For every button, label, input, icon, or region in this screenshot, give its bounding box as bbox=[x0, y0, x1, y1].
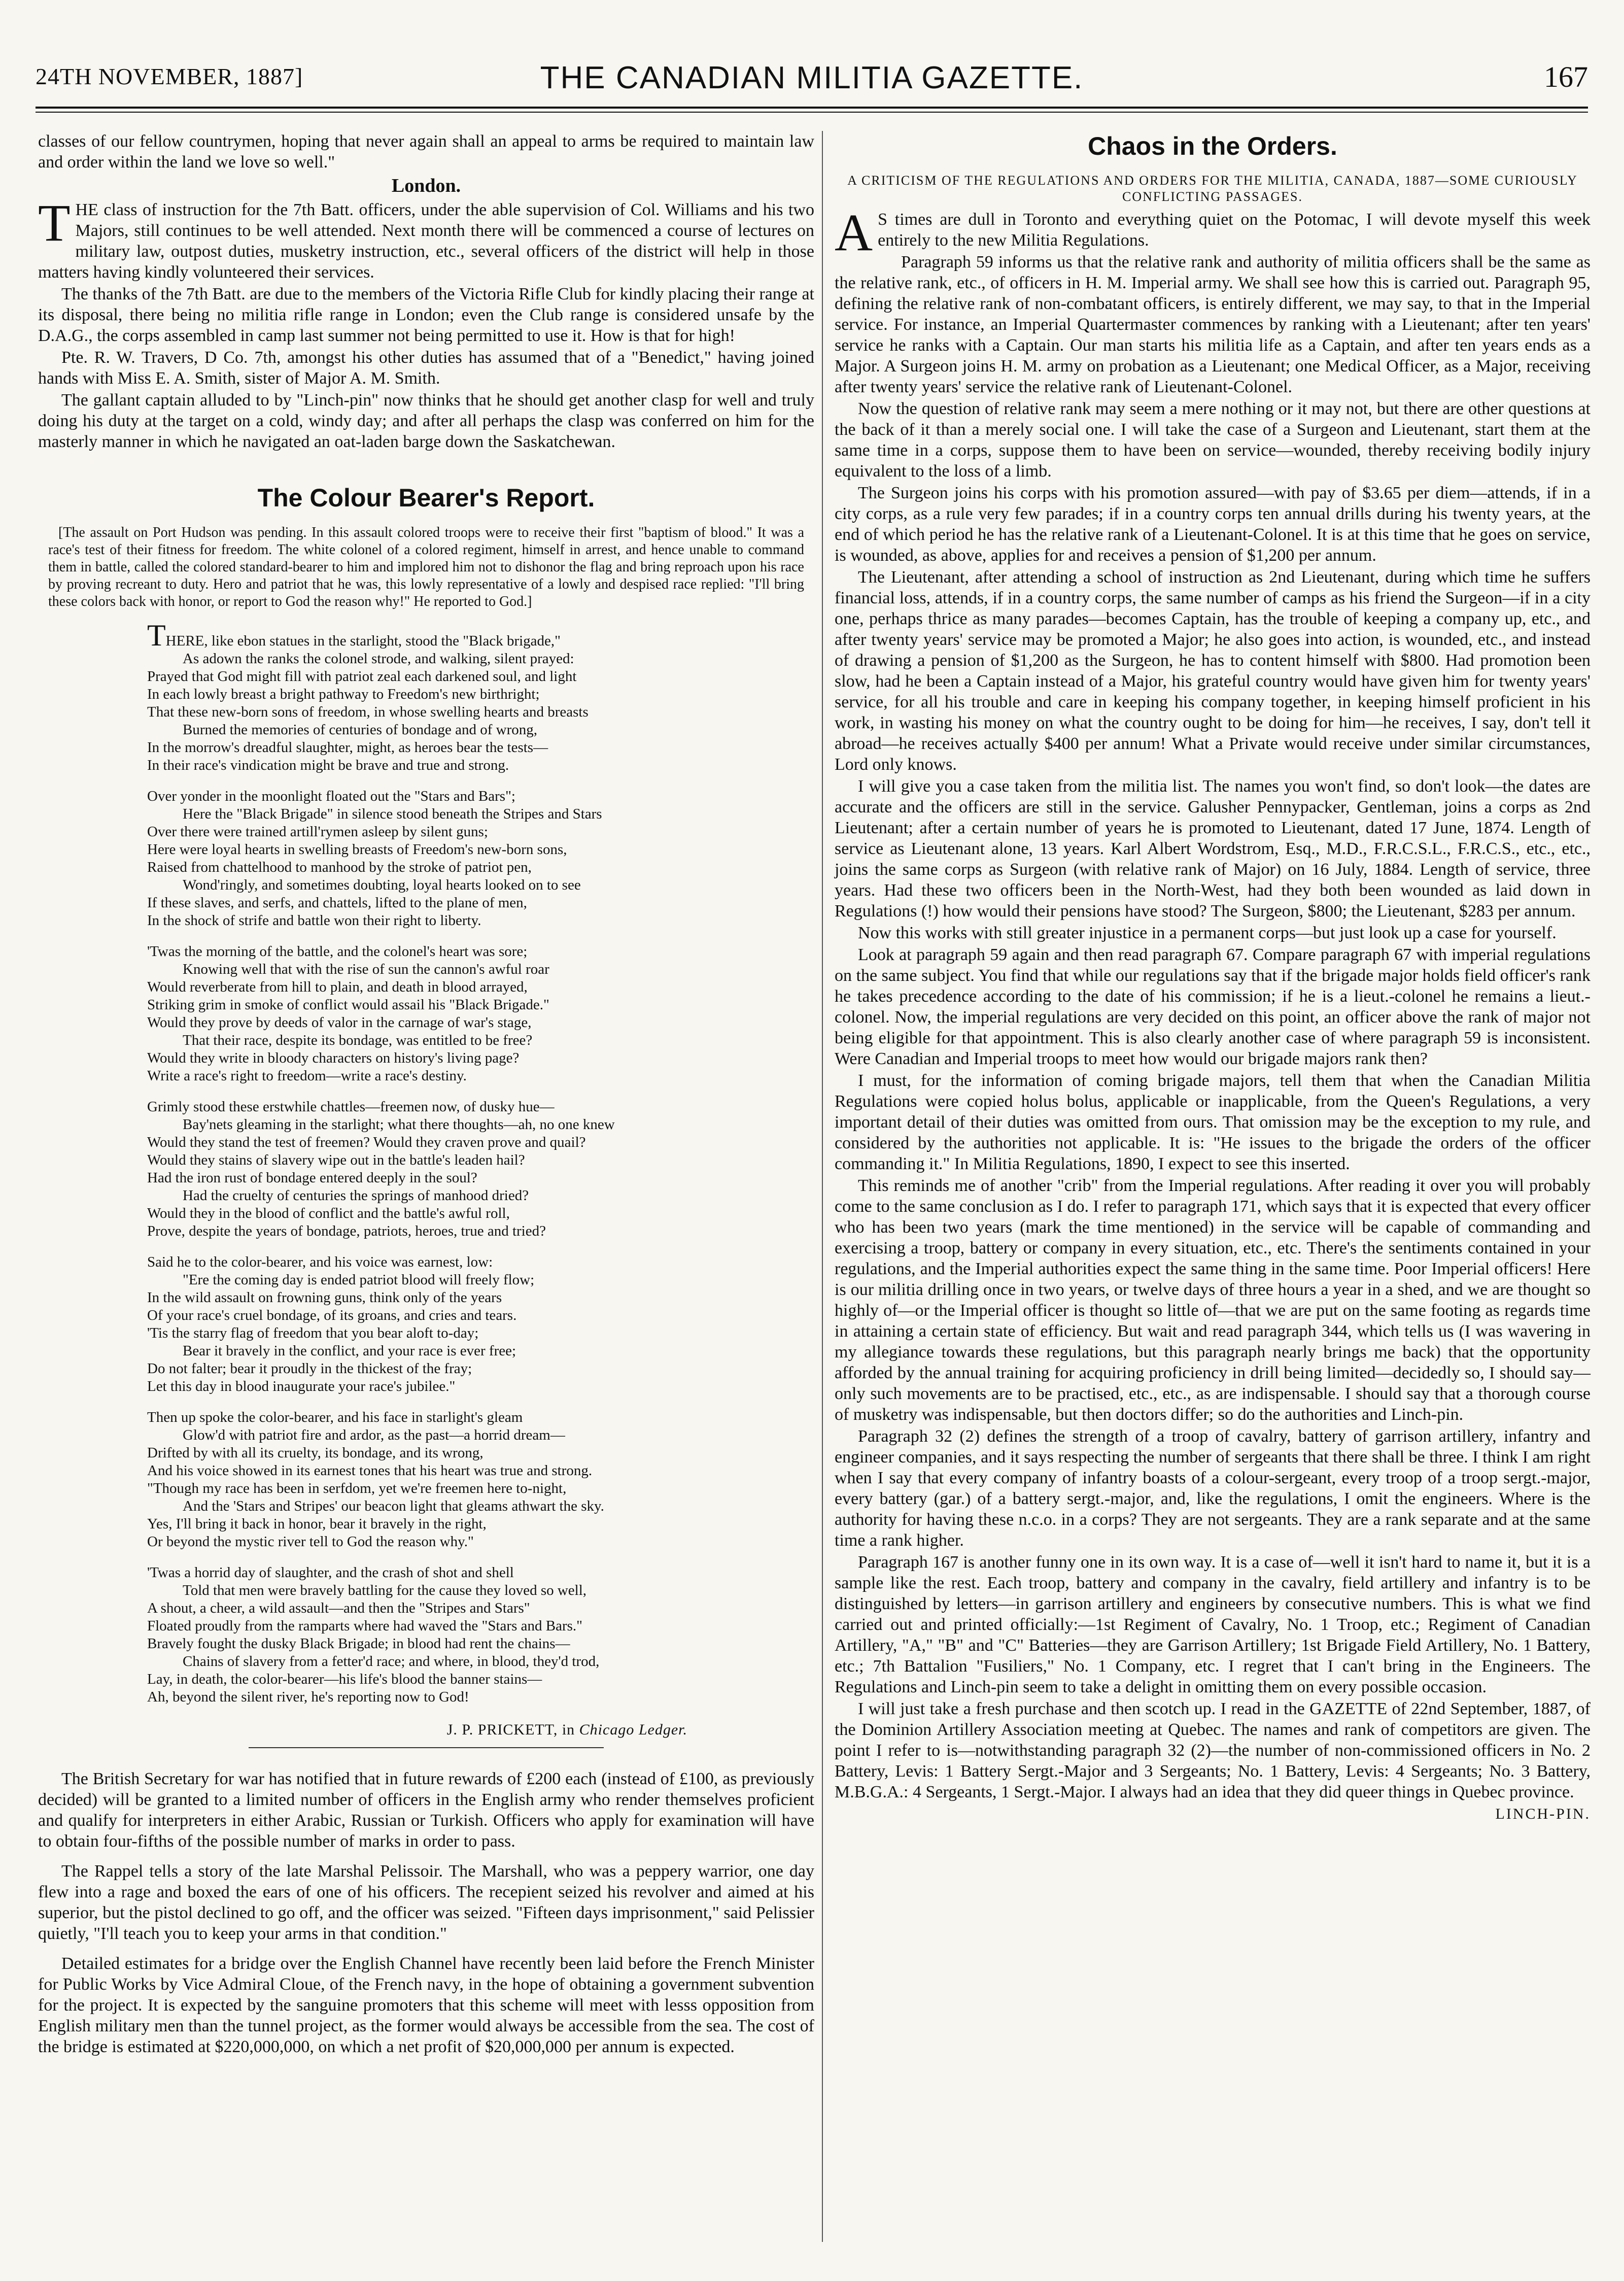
poem-stanza bbox=[147, 619, 725, 774]
poem-line: Prove, despite the years of bondage, patriots, heroes, true and tried? bbox=[147, 1223, 546, 1239]
poem-line: Of your race's cruel bondage, of its groans, and cries and tears. bbox=[147, 1307, 517, 1323]
poem-line: Chains of slavery from a fetter'd race; and where, in blood, they'd trod, bbox=[183, 1653, 600, 1670]
poem-stanza bbox=[147, 1564, 725, 1706]
poem-line: Would they in the blood of conflict and the battle's awful roll, bbox=[147, 1205, 510, 1221]
poem-line: "Ere the coming day is ended patriot blood will freely flow; bbox=[183, 1272, 535, 1288]
poem-line: In their race's vindication might be brave and true and strong. bbox=[147, 757, 509, 773]
section-rule bbox=[249, 1747, 604, 1748]
publication-title: THE CANADIAN MILITIA GAZETTE. bbox=[540, 60, 1084, 95]
chaos-heading: Chaos in the Orders. bbox=[1088, 132, 1337, 160]
poem-attribution: J. P. PRICKETT, in Chicago Ledger. bbox=[446, 1721, 687, 1738]
article-paragraph: Look at paragraph 59 again and then read paragraph 67. Compare paragraph 67 with imperial regulations on the same subject. You find that while our regulations say that if the brigade major holds field officer's rank he takes precedence according to the date of his commission; if he is a lieut.-colonel he remains a lieut.-colonel. Now, the imperial regulations are very decided on this point, an officer above the rank of major not being eligible for that appointment. This is also clearly another case of where paragraph 59 is inconsistent. Were Canadian and Imperial troops to meet how would our brigade majors rank then? bbox=[835, 945, 1591, 1068]
poem-line: Drifted by with all its cruelty, its bondage, and its wrong, bbox=[147, 1445, 483, 1461]
poem-line: And his voice showed in its earnest tones that his heart was true and strong. bbox=[147, 1462, 593, 1479]
poem-line: As adown the ranks the colonel strode, and walking, silent prayed: bbox=[183, 651, 574, 667]
poem bbox=[147, 619, 725, 1706]
colour-bearer-heading: The Colour Bearer's Report. bbox=[257, 484, 595, 512]
page-header bbox=[36, 60, 1588, 100]
poem-stanza bbox=[147, 1253, 725, 1395]
poem-line: In the wild assault on frowning guns, think only of the years bbox=[147, 1289, 502, 1306]
poem-drop-cap: T bbox=[147, 619, 166, 652]
poem-line: Would they write in bloody characters on history's living page? bbox=[147, 1050, 520, 1066]
article-paragraph: This reminds me of another "crib" from the Imperial regulations. After reading it over you will probably come to the same conclusion as I do. I refer to paragraph 171, which says that it is expected that every officer who has been two years (mark the time mentioned) in the service will be capable of commanding and exercising a troop, battery or company in every situation, etc., etc. There's the sentiments contained in your regulations, and the Imperial authorities expect the same thing in the same time. Poor Imperial officers! Here is our militia drilling once in two years, or twelve days of three hours a year in a shed, and we are thought so highly of—or the Imperial officer is thought so little of—that we are put on the same footing as regards time in attaining a certain state of efficiency. But wait and read paragraph 344, which tells us (I was wavering in my allegiance towards these regulations, but this paragraph nearly brings me back) that the opportunity afforded by the annual training for acquiring proficiency in drill being limited—decidedly so, I should say—only such movements are to be practised, etc., etc., as are indispensable. I should say that a thorough course of musketry was indispensable, but then doctors differ; so do the authorities and Linch-pin. bbox=[835, 1176, 1591, 1424]
secretary-paragraph: The British Secretary for war has notified that in future rewards of £200 each (instead of £100, as previously decided) will be granted to a limited number of officers in the English army who render themselves proficient and qualify for interpreters in either Arabic, Russian or Turkish. Officers who apply for examination will have to obtain four-fifths of the possible number of marks in order to pass. bbox=[38, 1769, 814, 1851]
poem-line: Let this day in blood inaugurate your race's jubilee." bbox=[147, 1378, 456, 1394]
poem-line: Bay'nets gleaming in the starlight; what there thoughts—ah, no one knew bbox=[183, 1116, 615, 1133]
poem-line: Wond'ringly, and sometimes doubting, loyal hearts looked on to see bbox=[183, 877, 581, 893]
header-rule bbox=[36, 107, 1588, 109]
poem-line: If these slaves, and serfs, and chattels, lifted to the plane of men, bbox=[147, 895, 527, 911]
poem-line: And the 'Stars and Stripes' our beacon light that gleams athwart the sky. bbox=[183, 1498, 604, 1514]
poem-line: Striking grim in smoke of conflict would assail his "Black Brigade." bbox=[147, 997, 549, 1013]
poem-stanza bbox=[147, 788, 725, 930]
poem-line: Had the iron rust of bondage entered deeply in the soul? bbox=[147, 1170, 477, 1186]
poem-line: "Though my race has been in serfdom, yet we're freemen here to-night, bbox=[147, 1480, 567, 1496]
poem-line: Write a race's right to freedom—write a race's destiny. bbox=[147, 1068, 467, 1084]
chaos-subhead: A CRITICISM OF THE REGULATIONS AND ORDERS FOR THE MILITIA, CANADA, 1887—SOME CURIOUSLY CONFLICTING PASSAGES. bbox=[847, 173, 1578, 204]
page-number: 167 bbox=[1544, 60, 1588, 93]
poem-line: 'Twas the morning of the battle, and the colonel's heart was sore; bbox=[147, 943, 528, 960]
london-paragraph-3: Pte. R. W. Travers, D Co. 7th, amongst his other duties has assumed that of a "Benedict," having joined hands with Miss E. A. Smith, sister of Major A. M. Smith. bbox=[38, 348, 814, 388]
poem-line: Over yonder in the moonlight floated out the "Stars and Bars"; bbox=[147, 788, 515, 804]
london-heading: London. bbox=[391, 175, 461, 196]
poem-line: Knowing well that with the rise of sun the cannon's awful roar bbox=[183, 961, 549, 977]
article-paragraph: Paragraph 59 informs us that the relative rank and authority of militia officers shall be the same as the relative rank, etc., of officers in H. M. Imperial army. We shall see how this is carried out. Paragraph 95, defining the relative rank of non-combatant officers, is entirely different, we may say, to that in the Imperial service. For instance, an Imperial Quartermaster commences by ranking with a Lieutenant; after ten years' service he ranks with a Captain. Our man starts his militia life as a Captain, and after ten years ends as a Major. A Surgeon joins H. M. army on probation as a Lieutenant; one Medical Officer, as a Major, receiving after twenty years' service the relative rank of Lieutenant-Colonel. bbox=[835, 253, 1591, 396]
poem-line: Said he to the color-bearer, and his voice was earnest, low: bbox=[147, 1254, 493, 1270]
left-column bbox=[38, 131, 814, 2058]
poem-line: Prayed that God might fill with patriot zeal each darkened soul, and light bbox=[147, 668, 577, 685]
poem-line: 'Twas a horrid day of slaughter, and the crash of shot and shell bbox=[147, 1564, 514, 1581]
poem-line: Floated proudly from the ramparts where had waved the "Stars and Bars." bbox=[147, 1618, 582, 1634]
poem-line: 'Tis the starry flag of freedom that you bear aloft to-day; bbox=[147, 1325, 479, 1341]
poem-line: That these new-born sons of freedom, in whose swelling hearts and breasts bbox=[147, 704, 589, 720]
article-paragraph: I will give you a case taken from the militia list. The names you won't find, so don't look—the dates are accurate and the officers are still in the service. Galusher Pennypacker, Gentleman, joins a corps as 2nd Lieutenant; after a certain number of years he is promoted to Lieutenant, dated 17 June, 1874. Length of service as Lieutenant alone, 13 years. Karl Albert Wordstrom, Esq., M.D., F.R.C.S.L., F.R.C.S., etc., etc., joins the same corps as Surgeon (with relative rank of Major) on 16 July, 1884. Length of service, three years. Had these two officers been in the North-West, had they both been wounded as laid down in Regulations (!) how would their pensions have stood? The Surgeon, $800; the Lieutenant, $283 per annum. bbox=[835, 777, 1591, 921]
poem-line: Or beyond the mystic river tell to God the reason why." bbox=[147, 1534, 474, 1550]
poem-line: Would they prove by deeds of valor in the carnage of war's stage, bbox=[147, 1014, 532, 1031]
poem-line: Glow'd with patriot fire and ardor, as the past—a horrid dream— bbox=[183, 1427, 565, 1443]
poem-line: Grimly stood these erstwhile chattles—freemen now, of dusky hue— bbox=[147, 1099, 555, 1115]
poem-line: Raised from chattelhood to manhood by the stroke of patriot pen, bbox=[147, 859, 532, 875]
poem-stanza bbox=[147, 943, 725, 1085]
article-paragraph: Paragraph 32 (2) defines the strength of a troop of cavalry, battery of garrison artillery, infantry and engineer companies, and it says respecting the number of sergeants that there shall be three. I think I am right when I say that every company of infantry boasts of a colour-sergeant, every troop of a troop sergt.-major, every battery (gar.) of a battery sergt.-major, and, like the regulations, I omit the engineers. Where is the authority for having these n.c.o. in a corps? They are not sergeants. They are a rank separate and at the same time a rank higher. bbox=[835, 1427, 1591, 1550]
article-paragraph: Now the question of relative rank may seem a mere nothing or it may not, but there are other questions at the back of it than a merely social one. I will take the case of a Surgeon and Lieutenant, start them at the same time in a corps, suppose them to have been on service—wounded, thereby receiving bodily injury equivalent to the loss of a limb. bbox=[835, 399, 1591, 481]
article-paragraph: I must, for the information of coming brigade majors, tell them that when the Canadian Militia Regulations were copied holus bolus, applicable or inapplicable, from the Queen's Regulations, a very important detail of their duties was omitted from ours. That omission may be the exception to my rule, and considered by the authorities not applicable. It is: "He issues to the brigade the orders of the officer commanding it." In Militia Regulations, 1890, I expect to see this inserted. bbox=[835, 1071, 1591, 1173]
poem-line: Do not falter; bear it proudly in the thickest of the fray; bbox=[147, 1360, 472, 1377]
article-paragraph: The Lieutenant, after attending a school of instruction as 2nd Lieutenant, during which time he suffers financial loss, attends, if in a country corps, the same number of camps as his friend the Surgeon—if in a city one, perhaps thrice as many parades—becomes Captain, has the trouble of keeping a company up, etc., and after twenty years' service may be promoted a Major; he also goes into action, is wounded, etc., and instead of drawing a pension of $1,200 as the Surgeon, he has to content himself with $800. Had promotion been slow, had he been a Captain instead of a Major, his grateful country would have given him for twenty years' service, for all his trouble and care in keeping his company together, in keeping himself proficient in his work, in wasting his money on what the country ought to be doing for him—he receives, I say, don't tell it abroad—he receives actually $400 per annum! What a Private would receive under similar circumstances, Lord only knows. bbox=[835, 568, 1591, 774]
drop-cap: T bbox=[38, 194, 71, 252]
london-paragraph-2: The thanks of the 7th Batt. are due to the members of the Victoria Rifle Club for kindly placing their range at its disposal, there being no militia rifle range in London; even the Club range is considered unsafe by the D.A.G., the corps assembled in camp last summer not being permitted to use it. How is that for high! bbox=[38, 285, 814, 345]
poem-line: Bear it bravely in the conflict, and your race is ever free; bbox=[183, 1343, 516, 1359]
poem-line: Would reverberate from hill to plain, and death in blood arrayed, bbox=[147, 979, 528, 995]
london-paragraph-1: THE class of instruction for the 7th Batt. officers, under the able supervision of Col. Williams and his two Majors, still continues to be well attended. Next month there will be commenced a course of lectures on military law, outpost duties, musketry instruction, etc., several officers of the district will help in those matters having kindly volunteered their services. bbox=[38, 194, 814, 282]
poem-line: THERE, like ebon statues in the starlight, stood the "Black brigade," bbox=[147, 619, 561, 652]
poem-line: Burned the memories of centuries of bondage and of wrong, bbox=[183, 722, 538, 738]
poem-line: Would they stand the test of freemen? Would they craven prove and quail? bbox=[147, 1134, 586, 1150]
article-paragraph: I will just take a fresh purchase and then scotch up. I read in the GAZETTE of 22nd September, 1887, of the Dominion Artillery Association meeting at Quebec. The names and rank of competitors are given. The point I refer to is—notwithstanding paragraph 32 (2)—the number of non-commissioned officers in No. 2 Battery, Levis: 1 Battery Sergt.-Major and 3 Sergeants; No. 1 Battery, Levis: 4 Sergeants; No. 3 Battery, M.B.G.A.: 4 Sergeants, 1 Sergt.-Major. I always had an idea that they did queer things in Quebec province. bbox=[835, 1699, 1591, 1801]
article-paragraph: A S times are dull in Toronto and everything quiet on the Potomac, I will devote myself this week entirely to the new Militia Regulations. bbox=[835, 203, 1591, 262]
bridge-paragraph: Detailed estimates for a bridge over the English Channel have recently been laid before the French Minister for Public Works by Vice Admiral Cloue, of the French navy, in the hope of obtaining a government subvention for the project. It is expected by the sanguine promoters that this scheme will meet with lesss opposition from English military men than the tunnel project, as the former would always be accessible from the sea. The cost of the bridge is estimated at $220,000,000, on which a net profit of $20,000,000 per annum is expected. bbox=[38, 1954, 814, 2056]
poem-line: In the morrow's dreadful slaughter, might, as heroes bear the tests— bbox=[147, 739, 548, 756]
article-paragraph: The Surgeon joins his corps with his promotion assured—with pay of $3.65 per diem—attends, if in a city corps, as a rule very few parades; if in a country corps ten annual drills during his twenty years, at the end of which period he has the relative rank of a Lieutenant-Colonel. It is at this time that he goes on service, is wounded, as above, applies for and receives a pension of $1,200 per annum. bbox=[835, 484, 1591, 565]
poem-line: Told that men were bravely battling for the cause they loved so well, bbox=[183, 1582, 587, 1598]
poem-line: That their race, despite its bondage, was entitled to be free? bbox=[183, 1032, 533, 1048]
poem-line: Then up spoke the color-bearer, and his face in starlight's gleam bbox=[147, 1409, 523, 1425]
poem-line: A shout, a cheer, a wild assault—and then the "Stripes and Stars" bbox=[147, 1600, 530, 1616]
right-column bbox=[835, 131, 1591, 1824]
poem-line: Here were loyal hearts in swelling breasts of Freedom's new-born sons, bbox=[147, 841, 567, 858]
poem-stanza bbox=[147, 1098, 725, 1240]
drop-cap: A bbox=[835, 203, 873, 262]
issue-date: 24TH NOVEMBER, 1887] bbox=[36, 63, 303, 89]
poem-line: Lay, in death, the color-bearer—his life's blood the banner stains— bbox=[147, 1671, 542, 1687]
signature: LINCH-PIN. bbox=[1495, 1806, 1591, 1822]
poem-line: Ah, beyond the silent river, he's reporting now to God! bbox=[147, 1689, 469, 1705]
poem-intro: [The assault on Port Hudson was pending. In this assault colored troops were to receive their first "baptism of blood." It was a race's test of their fitness for freedom. The white colonel of a colored regiment, himself in arrest, and hence unable to command them in battle, called the colored standard-bearer to him and implored him not to dishonor the flag and bring reproach upon his race by proving recreant to duty. Hero and patriot that he was, this lowly representative of a lowly and despised race replied: "I'll bring these colors back with honor, or report to God the reason why!" He reported to God.] bbox=[48, 525, 804, 609]
article-paragraph: Now this works with still greater injustice in a permanent corps—but just look up a case for yourself. bbox=[858, 924, 1557, 942]
poem-line: In each lowly breast a bright pathway to Freedom's new birthright; bbox=[147, 686, 540, 702]
poem-line: Over there were trained artill'rymen asleep by silent guns; bbox=[147, 824, 488, 840]
poem-line: Had the cruelty of centuries the springs of manhood dried? bbox=[183, 1187, 529, 1204]
rappel-paragraph: The Rappel tells a story of the late Marshal Pelissoir. The Marshall, who was a peppery warrior, one day flew into a rage and boxed the ears of one of his officers. The recepient seized his revolver and aimed at his superior, but the pistol declined to go off, and the officer was seized. "Fifteen days imprisonment," said Pelissier quietly, "I'll teach you to keep your arms in that condition." bbox=[38, 1862, 814, 1943]
poem-line: Yes, I'll bring it back in honor, bear it bravely in the right, bbox=[147, 1516, 487, 1532]
column-divider bbox=[822, 131, 823, 2242]
poem-line: Bravely fought the dusky Black Brigade; in blood had rent the chains— bbox=[147, 1636, 570, 1652]
chaos-article-body bbox=[835, 203, 1591, 1802]
poem-line: Here the "Black Brigade" in silence stood beneath the Stripes and Stars bbox=[183, 806, 602, 822]
poem-line: In the shock of strife and battle won their right to liberty. bbox=[147, 912, 481, 929]
header-rule-thin bbox=[36, 112, 1588, 113]
article-paragraph: Paragraph 167 is another funny one in its own way. It is a case of—well it isn't hard to name it, but it is a sample like the rest. Each troop, battery and company in the cavalry, field artillery and infantry is to be distinguished by letters—in garrison artillery and engineers by consecutive numbers. This is what we find carried out and printed officially:—1st Regiment of Cavalry, No. 1 Troop, etc.; Regiment of Canadian Artillery, "A," "B" and "C" Batteries—they are Garrison Artillery; 1st Brigade Field Artillery, No. 1 Battery, etc.; 7th Battalion "Fusiliers," No. 1 Company, etc. I regret that I can't bring in the Engineers. The Regulations and Linch-pin seem to take a delight in omitting them on every possible occasion. bbox=[835, 1553, 1591, 1696]
london-paragraph-4: The gallant captain alluded to by "Linch-pin" now thinks that he should get another clasp for well and truly doing his duty at the target on a cold, windy day; and after all perhaps the clasp was conferred on him for the masterly manner in which he navigated an oat-laden barge down the Saskatchewan. bbox=[38, 391, 814, 451]
continued-paragraph: classes of our fellow countrymen, hoping that never again shall an appeal to arms be required to maintain law and order within the land we love so well." bbox=[38, 132, 814, 172]
poem-line: Would they stains of slavery wipe out in the battle's leaden hail? bbox=[147, 1152, 525, 1168]
poem-stanza bbox=[147, 1409, 725, 1551]
